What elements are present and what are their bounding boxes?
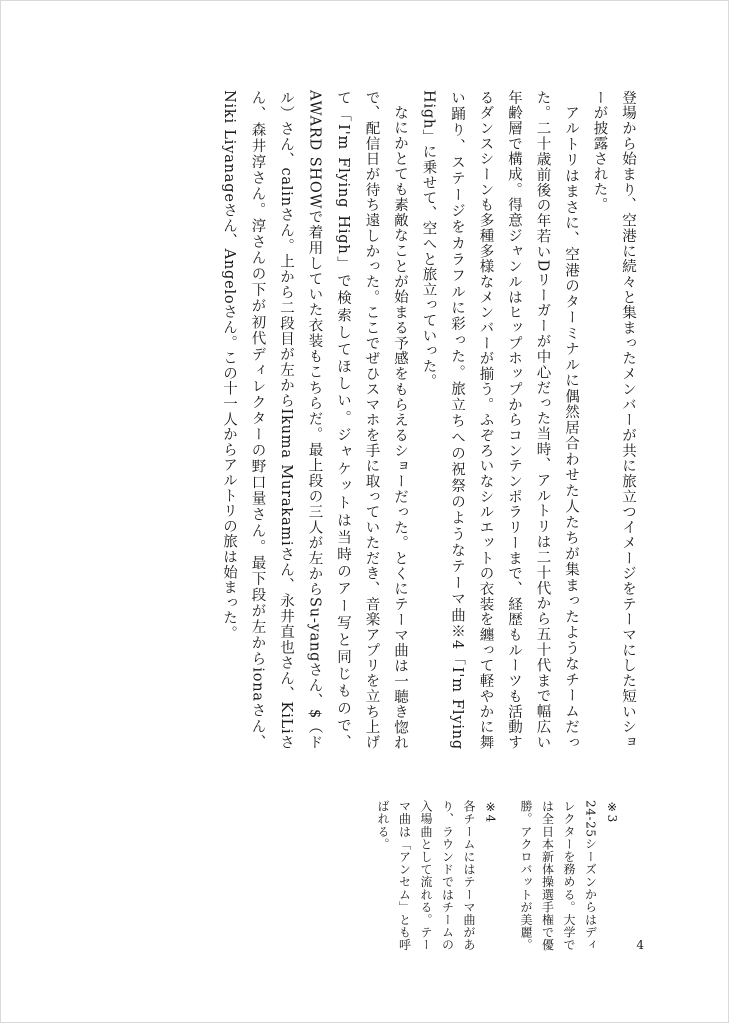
body-text bbox=[122, 90, 642, 750]
footnote-3 bbox=[515, 800, 623, 960]
footnote-4 bbox=[372, 800, 501, 960]
paragraph-1: 登場から始まり、空港に続々と集まったメンバーが共に旅立つイメージをテーマにした短いショーが披露された。 bbox=[591, 90, 636, 750]
footnote-text: 24-25シーズンからはディレクターを務める。大学では全日本新体操選手権で優勝。アクロバットが美麗。 bbox=[519, 800, 598, 952]
footnote-mark: ※3 bbox=[605, 800, 619, 823]
footnote-mark: ※4 bbox=[483, 800, 498, 823]
page-number: 4 bbox=[636, 938, 644, 952]
paragraph-2: アルトリはまさに、空港のターミナルに偶然居合わせた人たちが集まったようなチームだった。二十歳前後の年若いDリーガーが中心だった当時、アルトリは二十代から五十代まで幅広い年齢層で構成。得意ジャンルはヒップホップからコンテンポラリーまで、経歴もルーツも活動するダンスシーンも多種多様なメンバーが揃う。ふぞろいなシルエットの衣装を纏って軽やかに舞い踊り、ステージをカラフルに彩った。旅立ちへの祝祭のようなテーマ曲※4「I'm Flying High」に乗せて、空へと旅立っていった。 bbox=[420, 90, 579, 750]
paragraph-3: なにかとても素敵なことが始まる予感をもらえるショーだった。とくにテーマ曲は一聴き惚れで、配信日が待ち遠しかった。ここでぜひスマホを手に取っていただき、音楽アプリを立ち上げて「I'm Flying High」で検索してほしい。ジャケットは当時のアー写と同じもので、AWARD SHOWで着用していた衣装もこちらだ。最上段の三人が左からSu-yangさん、$（ドル）さん、calinさん。上から二段目が左からIkuma Murakamiさん、永井直也さん、KiLiさん、森井淳さん。淳さんの下が初代ディレクターの野口量さん。最下段が左からionaさん、Niki Liyanageさん、Angeloさん。この十一人からアルトリの旅は始まった。 bbox=[221, 90, 408, 750]
footnote-text: 各チームにはテーマ曲があり、ラウンドではチームの入場曲として流れる。テーマ曲は「アンセム」とも呼ばれる。 bbox=[376, 800, 476, 952]
footnotes bbox=[142, 800, 622, 960]
